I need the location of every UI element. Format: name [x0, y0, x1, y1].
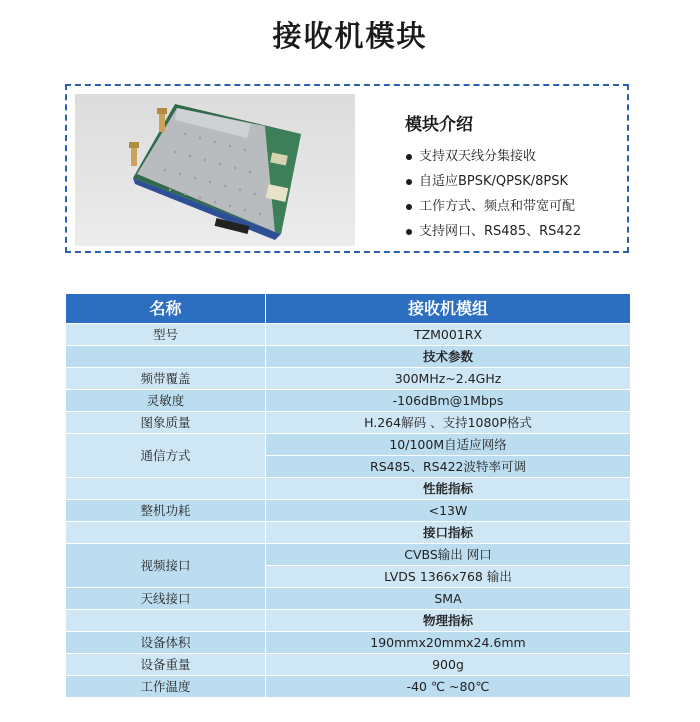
section-row [66, 346, 631, 368]
row-value: <13W [266, 500, 631, 522]
table-row [66, 412, 631, 434]
row-value: 190mmx20mmx24.6mm [266, 632, 631, 654]
row-label: 视频接口 [66, 544, 266, 588]
row-label: 型号 [66, 324, 266, 346]
row-label: 设备重量 [66, 654, 266, 676]
table-row [66, 500, 631, 522]
row-value: RS485、RS422波特率可调 [266, 456, 631, 478]
row-value: SMA [266, 588, 631, 610]
table-row [66, 434, 631, 456]
table-row [66, 544, 631, 566]
table-header-row [66, 294, 631, 324]
list-item: 支持网口、RS485、RS422 [405, 219, 581, 244]
table-row [66, 676, 631, 698]
list-item: 工作方式、频点和带宽可配 [405, 194, 581, 219]
row-value: 10/100M自适应网络 [266, 434, 631, 456]
intro-heading: 模块介绍 [405, 115, 473, 135]
row-label: 频带覆盖 [66, 368, 266, 390]
intro-box [65, 84, 629, 253]
row-value: 300MHz~2.4GHz [266, 368, 631, 390]
row-label: 整机功耗 [66, 500, 266, 522]
list-item: 自适应BPSK/QPSK/8PSK [405, 169, 581, 194]
row-label: 设备体积 [66, 632, 266, 654]
list-item: 支持双天线分集接收 [405, 144, 581, 169]
product-photo [75, 94, 355, 246]
section-title: 物理指标 [266, 610, 631, 632]
row-label: 通信方式 [66, 434, 266, 478]
table-row [66, 632, 631, 654]
section-row [66, 522, 631, 544]
header-name: 名称 [66, 294, 266, 324]
section-title: 接口指标 [266, 522, 631, 544]
section-row [66, 478, 631, 500]
table-row [66, 324, 631, 346]
row-value: CVBS输出 网口 [266, 544, 631, 566]
header-module: 接收机模组 [266, 294, 631, 324]
table-row [66, 368, 631, 390]
row-value: -40 ℃ ~80℃ [266, 676, 631, 698]
row-value: LVDS 1366x768 输出 [266, 566, 631, 588]
row-label: 图象质量 [66, 412, 266, 434]
section-title: 技术参数 [266, 346, 631, 368]
table-row [66, 654, 631, 676]
section-row [66, 610, 631, 632]
row-value: TZM001RX [266, 324, 631, 346]
row-value: H.264解码 、支持1080P格式 [266, 412, 631, 434]
row-label: 灵敏度 [66, 390, 266, 412]
row-label: 天线接口 [66, 588, 266, 610]
page-title: 接收机模块 [272, 19, 428, 53]
feature-list [405, 144, 581, 244]
receiver-module-image [75, 94, 355, 246]
row-value: -106dBm@1Mbps [266, 390, 631, 412]
table-row [66, 588, 631, 610]
spec-table [65, 293, 631, 698]
row-label: 工作温度 [66, 676, 266, 698]
row-value: 900g [266, 654, 631, 676]
section-title: 性能指标 [266, 478, 631, 500]
table-row [66, 390, 631, 412]
intro-text [405, 110, 581, 244]
